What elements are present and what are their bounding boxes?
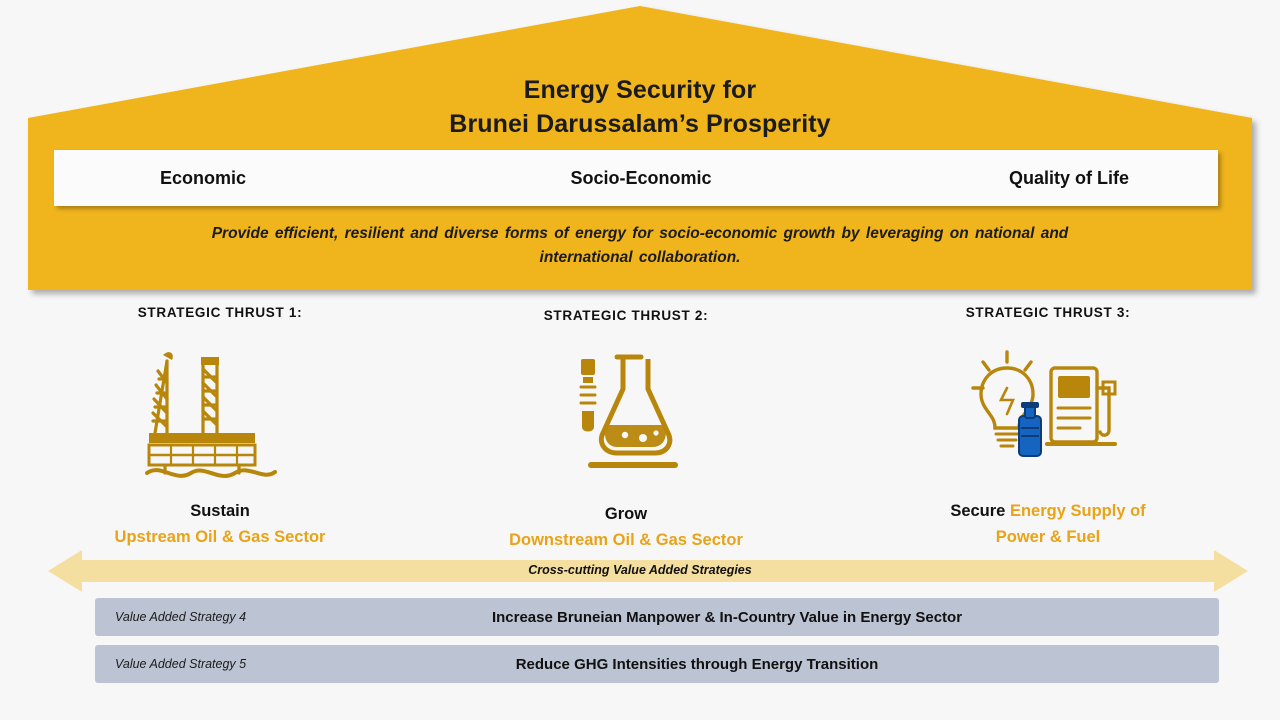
thrust-3-verb-accent: Energy Supply of <box>1009 502 1146 520</box>
thrust-2-verb: Grow <box>604 505 648 523</box>
thrust-2-detail: Downstream Oil & Gas Sector <box>509 531 743 550</box>
page-title-line-1: Energy Security for <box>523 76 757 104</box>
strategy-4-text: Increase Bruneian Manpower & In-Country Value in Energy Sector <box>491 608 963 626</box>
pillar-economic: Economic <box>159 167 247 188</box>
thrust-1-detail: Upstream Oil & Gas Sector <box>114 528 326 547</box>
thrust-3-caption <box>888 498 1208 551</box>
thrust-2-label: STRATEGIC THRUST 2: <box>543 308 709 323</box>
thrust-1-verb: Sustain <box>190 502 250 520</box>
thrust-1-label: STRATEGIC THRUST 1: <box>137 305 303 320</box>
thrust-3-detail: Power & Fuel <box>995 528 1101 547</box>
pillars-bar <box>54 150 1218 206</box>
strategy-5-tag: Value Added Strategy 5 <box>115 657 247 671</box>
page-title <box>0 74 1280 142</box>
thrust-1-caption <box>60 498 380 551</box>
strategy-row[interactable] <box>95 598 1219 636</box>
strategic-thrust-1 <box>60 305 380 551</box>
cross-cutting-label: Cross-cutting Value Added Strategies <box>528 563 752 577</box>
oil-rig-icon <box>60 336 380 486</box>
page-title-line-2: Brunei Darussalam’s Prosperity <box>449 109 831 138</box>
pillar-quality-of-life: Quality of Life <box>1008 167 1129 188</box>
lightbulb-fuel-pump-icon <box>888 336 1208 486</box>
header-banner <box>0 0 1280 300</box>
flask-refinery-icon <box>466 339 786 489</box>
thrust-3-verb: Secure <box>950 502 1006 520</box>
mission-statement: Provide efficient, resilient and diverse forms of energy for socio-economic growth by leveraging on national and international collaboration. <box>211 225 1069 267</box>
strategy-5-text: Reduce GHG Intensities through Energy Transition <box>515 655 879 673</box>
strategic-thrust-2 <box>466 308 786 554</box>
strategic-thrust-3 <box>888 305 1208 551</box>
pillar-socio-economic: Socio-Economic <box>570 167 712 188</box>
strategy-4-tag: Value Added Strategy 4 <box>115 610 247 624</box>
strategy-row[interactable] <box>95 645 1219 683</box>
thrust-2-caption <box>466 501 786 554</box>
thrust-3-label: STRATEGIC THRUST 3: <box>965 305 1131 320</box>
